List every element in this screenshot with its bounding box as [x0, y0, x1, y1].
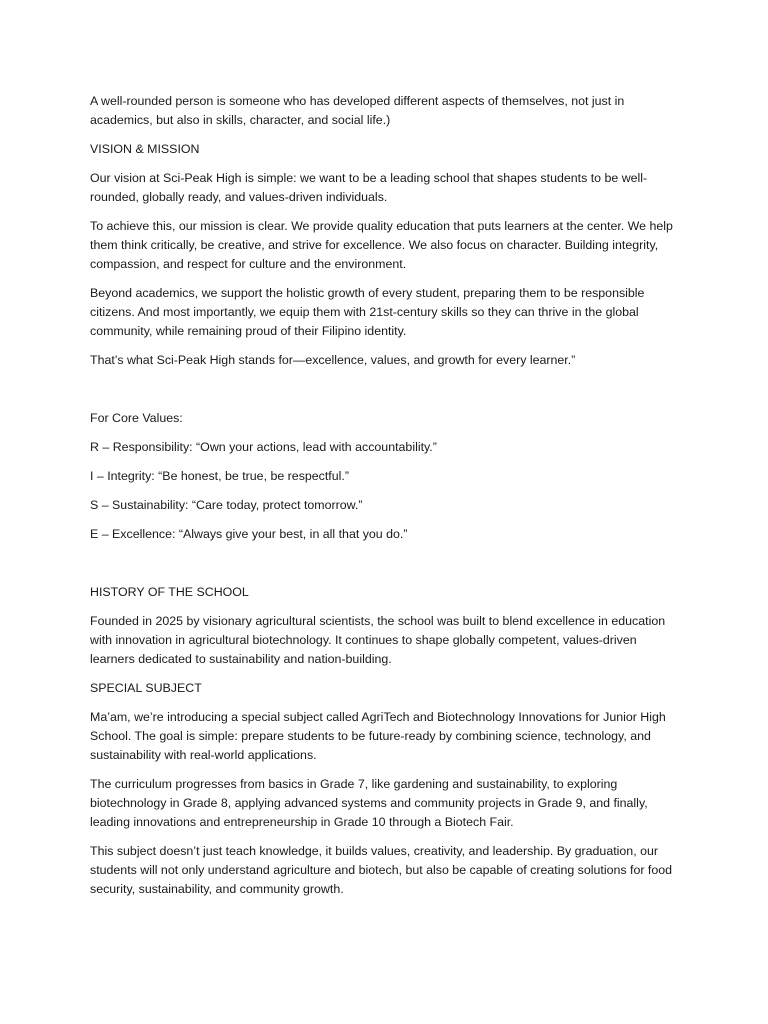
- document-page: [90, 92, 680, 909]
- curriculum-paragraph: The curriculum progresses from basics in Grade 7, like gardening and sustainability, to exploring biotechnology in Grade 8, applying advanced systems and community projects in Grade 9, and finally, leading innovations and entrepreneurship in Grade 10 through a Biotech Fair.: [90, 777, 648, 829]
- stands-for-paragraph: That’s what Sci-Peak High stands for—excellence, values, and growth for every learner.”: [90, 353, 576, 367]
- special-subject-heading: SPECIAL SUBJECT: [90, 681, 202, 695]
- special-subject-intro-paragraph: Ma’am, we’re introducing a special subject called AgriTech and Biotechnology Innovations for Junior High School. The goal is simple: prepare students to be future-ready by combining science, technology, and sustainability with real-world applications.: [90, 710, 666, 762]
- mission-paragraph: To achieve this, our mission is clear. We provide quality education that puts learners at the center. We help them think critically, be creative, and strive for excellence. We also focus on character. Building integrity, compassion, and respect for culture and the environment.: [90, 219, 673, 271]
- outcomes-paragraph: This subject doesn’t just teach knowledge, it builds values, creativity, and leadership. By graduation, our students will not only understand agriculture and biotech, but also be capable of creating solutions for food security, sustainability, and community growth.: [90, 844, 673, 896]
- vision-mission-heading: VISION & MISSION: [90, 142, 200, 156]
- core-value-responsibility: R – Responsibility: “Own your actions, lead with accountability.”: [90, 440, 437, 454]
- holistic-growth-paragraph: Beyond academics, we support the holistic growth of every student, preparing them to be responsible citizens. And most importantly, we equip them with 21st-century skills so they can thrive in the global community, while remaining proud of their Filipino identity.: [90, 286, 645, 338]
- intro-paragraph: A well-rounded person is someone who has developed different aspects of themselves, not just in academics, but also in skills, character, and social life.): [90, 94, 625, 127]
- core-value-integrity: I – Integrity: “Be honest, be true, be respectful.”: [90, 469, 349, 483]
- core-value-excellence: E – Excellence: “Always give your best, in all that you do.”: [90, 527, 408, 541]
- core-values-heading: For Core Values:: [90, 411, 183, 425]
- blank-line: [90, 380, 680, 399]
- vision-paragraph: Our vision at Sci-Peak High is simple: we want to be a leading school that shapes students to be well-rounded, globally ready, and values-driven individuals.: [90, 171, 648, 204]
- history-paragraph: Founded in 2025 by visionary agricultural scientists, the school was built to blend excellence in education with innovation in agricultural biotechnology. It continues to shape globally competent, values-driven learners dedicated to sustainability and nation-building.: [90, 614, 666, 666]
- blank-line: [90, 554, 680, 573]
- history-heading: HISTORY OF THE SCHOOL: [90, 585, 249, 599]
- core-value-sustainability: S – Sustainability: “Care today, protect tomorrow.”: [90, 498, 363, 512]
